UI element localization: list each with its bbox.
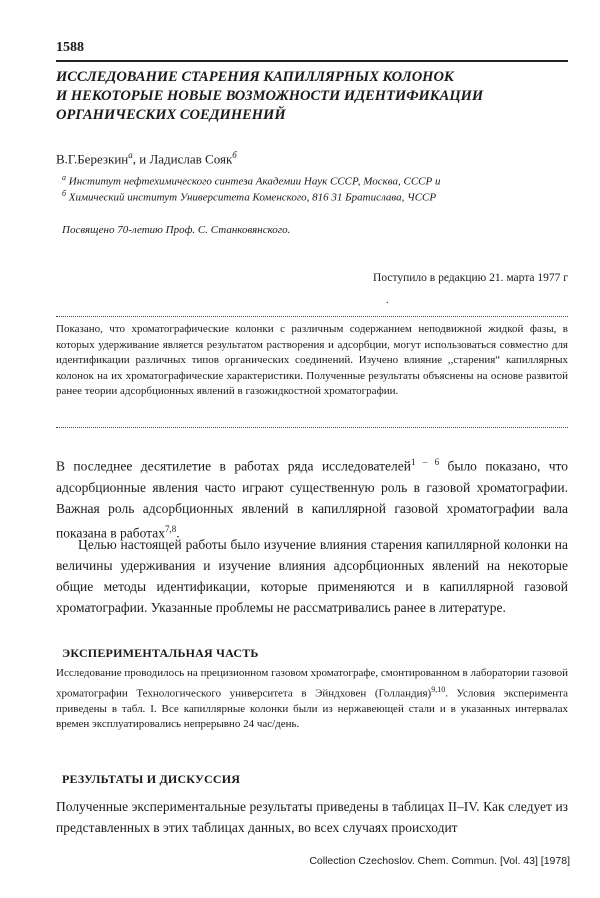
p1-text-b: было показано, что адсорбционные явления часто играют существенную роль в газовой хроматографии. Важная роль адсорбционных явлений в капиллярной газовой хроматографии вала показана в работах: [56, 458, 569, 540]
affil-a-text: Институт нефтехимического синтеза Академии Наук СССР, Москва, СССР и: [66, 175, 441, 188]
abstract-top-rule: [56, 316, 568, 317]
journal-citation-footer: Collection Czechoslov. Chem. Commun. [Vol. 43] [1978]: [309, 855, 570, 867]
page-number: 1588: [56, 40, 84, 55]
p1-reference-1: 1 – 6: [411, 457, 440, 467]
section-heading-results: РЕЗУЛЬТАТЫ И ДИСКУССИЯ: [62, 772, 241, 786]
p3-text-b: . Условия эксперимента приведены в табл. I. Все капиллярные колонки были из нержавеющей стали и в указанных интервалах времен эксплуатировались непрерывно 24 час/день.: [56, 687, 568, 731]
author-affil-mark-a: а: [128, 150, 133, 160]
results-paragraph: Полученные экспериментальные результаты приведены в таблицах II–IV. Как следует из представленных в этих таблицах данных, во всех случаях происходит: [56, 799, 568, 835]
affil-b-text: Химический институт Университета Коменского, 816 31 Братислава, ЧССР: [66, 191, 437, 204]
p1-text-a: В последнее десятилетие в работах ряда исследователей: [56, 458, 412, 474]
author-separator: , и: [132, 151, 150, 167]
author-affil-mark-b: б: [232, 150, 237, 160]
received-date: Поступило в редакцию 21. марта 1977 г: [373, 272, 568, 284]
received-dot: .: [386, 295, 389, 306]
title-line-3: ОРГАНИЧЕСКИХ СОЕДИНЕНИЙ: [56, 107, 286, 123]
p1-reference-2: 7,8: [164, 523, 177, 534]
body-paragraph-1: [56, 452, 568, 543]
author-soyak: Ладислав Сояк: [149, 151, 233, 167]
experimental-paragraph: [56, 666, 568, 733]
abstract-bottom-rule: [56, 427, 568, 428]
affil-mark-b: б: [62, 189, 67, 198]
abstract-text: Показано, что хроматографические колонки с различным содержанием неподвижной жидкой фазы, в которых удерживание является результатом растворения и адсорбции, могут использоваться совместно для идентификации различных типов органических соединений. Изучено влияние ,,старения“ капиллярных колонок на их хроматографические характеристики. Полученные результаты объяснены на основе развитой ранее теории адсорбционных явлений в газожидкостной хроматографии.: [56, 323, 568, 397]
title-line-2: И НЕКОТОРЫЕ НОВЫЕ ВОЗМОЖНОСТИ ИДЕНТИФИКАЦИИ: [56, 88, 484, 104]
title-line-1: ИССЛЕДОВАНИЕ СТАРЕНИЯ КАПИЛЛЯРНЫХ КОЛОНОК: [56, 69, 454, 85]
dedication: Посвящено 70-летию Проф. С. Станковянского.: [62, 224, 291, 236]
p1-text-c: .: [176, 525, 180, 540]
p3-reference: 9,10: [431, 684, 446, 694]
article-title: [56, 68, 568, 125]
p3-text-a: Исследование проводилось на прецизионном газовом хроматографе, смонтированном в лаборатории газовой хроматографии Технологического университета в Эйндховен (Голландия): [56, 667, 568, 700]
author-list: [56, 150, 568, 167]
affiliation-b: [62, 186, 568, 206]
body-paragraph-2: Целью настоящей работы было изучение влияния старения капиллярной колонки на величины удерживания и изучение влияния адсорбционных явлений на некоторые общие методы идентификации, которые применяются и в капиллярной газовой хроматографии. Указанные проблемы не рассматривались ранее в литературе.: [56, 537, 568, 615]
affil-mark-a: а: [62, 173, 66, 182]
author-berezkin: В.Г.Березкин: [56, 151, 129, 167]
section-heading-experimental: ЭКСПЕРИМЕНТАЛЬНАЯ ЧАСТЬ: [62, 646, 259, 660]
header-rule: [56, 60, 568, 62]
